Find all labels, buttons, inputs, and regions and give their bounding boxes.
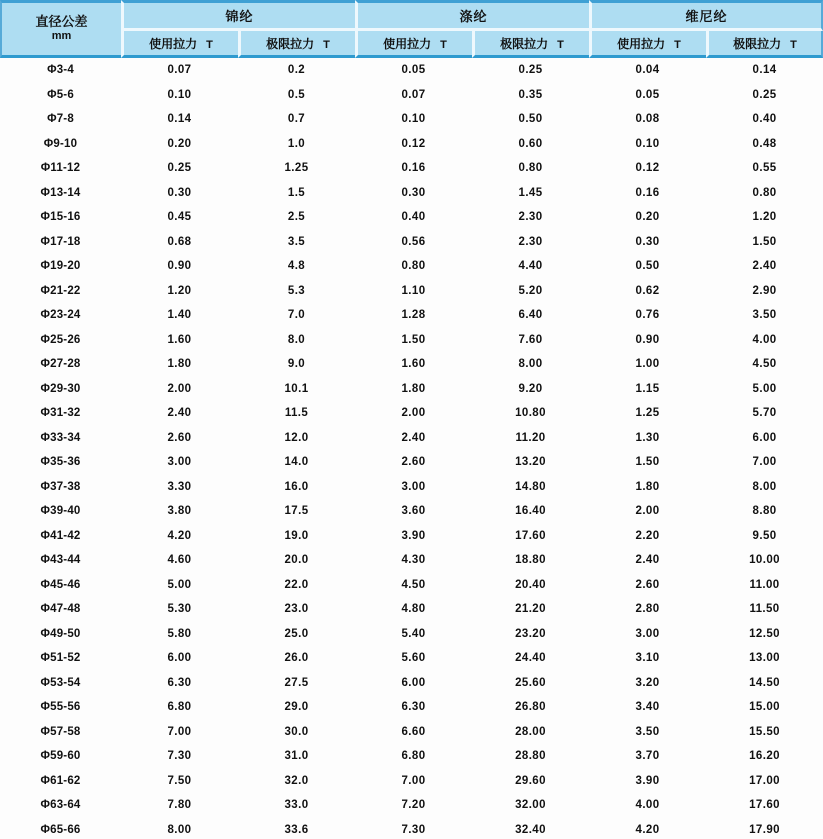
- vinylon-ultimate-cell: 5.00: [706, 377, 823, 402]
- polyester-working-cell: 2.00: [355, 401, 472, 426]
- table-row: [0, 181, 823, 206]
- vinylon-ultimate-cell: 1.50: [706, 230, 823, 255]
- polyester-ultimate-cell: 21.20: [472, 597, 589, 622]
- vinylon-working-cell: 0.10: [589, 132, 706, 157]
- vinylon-working-cell: 0.08: [589, 107, 706, 132]
- table-row: [0, 671, 823, 696]
- vinylon-ultimate-cell: 0.55: [706, 156, 823, 181]
- polyester-ultimate-cell: 6.40: [472, 303, 589, 328]
- polyester-ultimate-cell: 26.80: [472, 695, 589, 720]
- diameter-cell: Φ65-66: [0, 818, 121, 839]
- polyester-working-cell: 0.40: [355, 205, 472, 230]
- vinylon-working-cell: 2.00: [589, 499, 706, 524]
- polyester-working-cell: 0.30: [355, 181, 472, 206]
- vinylon-working-cell: 0.76: [589, 303, 706, 328]
- polyester-ultimate-cell: 29.60: [472, 769, 589, 794]
- polyester-working-cell: 3.90: [355, 524, 472, 549]
- polyester-working-cell: 1.80: [355, 377, 472, 402]
- table-row: [0, 83, 823, 108]
- vinylon-working-cell: 0.16: [589, 181, 706, 206]
- table-row: [0, 573, 823, 598]
- polyester-ultimate-cell: 14.80: [472, 475, 589, 500]
- vinylon-working-cell: 0.04: [589, 58, 706, 83]
- nylon-working-cell: 0.30: [121, 181, 238, 206]
- diameter-cell: Φ53-54: [0, 671, 121, 696]
- nylon-ultimate-cell: 12.0: [238, 426, 355, 451]
- nylon-ultimate-cell: 33.6: [238, 818, 355, 839]
- nylon-working-cell: 1.40: [121, 303, 238, 328]
- diameter-cell: Φ51-52: [0, 646, 121, 671]
- diameter-cell: Φ47-48: [0, 597, 121, 622]
- polyester-ultimate-cell: 23.20: [472, 622, 589, 647]
- polyester-working-cell: 7.20: [355, 793, 472, 818]
- nylon-working-cell: 1.60: [121, 328, 238, 353]
- nylon-ultimate-cell: 1.5: [238, 181, 355, 206]
- nylon-ultimate-cell: 10.1: [238, 377, 355, 402]
- vinylon-ultimate-cell: 0.25: [706, 83, 823, 108]
- table-row: [0, 401, 823, 426]
- nylon-ultimate-cell: 11.5: [238, 401, 355, 426]
- diameter-cell: Φ57-58: [0, 720, 121, 745]
- polyester-working-cell: 1.50: [355, 328, 472, 353]
- unit-label: T: [440, 38, 447, 51]
- nylon-working-cell: 5.80: [121, 622, 238, 647]
- nylon-working-cell: 4.20: [121, 524, 238, 549]
- polyester-ultimate-cell: 0.25: [472, 58, 589, 83]
- table-row: [0, 205, 823, 230]
- polyester-working-cell: 6.60: [355, 720, 472, 745]
- header-polyester-working-tension: [355, 31, 472, 58]
- diameter-cell: Φ9-10: [0, 132, 121, 157]
- polyester-ultimate-cell: 32.40: [472, 818, 589, 839]
- nylon-working-cell: 6.30: [121, 671, 238, 696]
- vinylon-ultimate-cell: 15.00: [706, 695, 823, 720]
- nylon-ultimate-cell: 0.2: [238, 58, 355, 83]
- nylon-working-cell: 1.20: [121, 279, 238, 304]
- diameter-cell: Φ25-26: [0, 328, 121, 353]
- diameter-cell: Φ13-14: [0, 181, 121, 206]
- diameter-cell: Φ49-50: [0, 622, 121, 647]
- polyester-ultimate-cell: 2.30: [472, 205, 589, 230]
- polyester-ultimate-cell: 17.60: [472, 524, 589, 549]
- nylon-working-cell: 3.30: [121, 475, 238, 500]
- nylon-working-cell: 7.80: [121, 793, 238, 818]
- polyester-working-cell: 1.10: [355, 279, 472, 304]
- header-group-polyester: 涤纶: [355, 0, 589, 31]
- vinylon-working-cell: 4.20: [589, 818, 706, 839]
- table-row: [0, 646, 823, 671]
- table-row: [0, 597, 823, 622]
- polyester-ultimate-cell: 0.35: [472, 83, 589, 108]
- vinylon-ultimate-cell: 0.40: [706, 107, 823, 132]
- vinylon-working-cell: 3.70: [589, 744, 706, 769]
- vinylon-ultimate-cell: 16.20: [706, 744, 823, 769]
- diameter-cell: Φ37-38: [0, 475, 121, 500]
- vinylon-working-cell: 1.00: [589, 352, 706, 377]
- vinylon-working-cell: 1.15: [589, 377, 706, 402]
- table-row: [0, 548, 823, 573]
- diameter-cell: Φ19-20: [0, 254, 121, 279]
- nylon-ultimate-cell: 5.3: [238, 279, 355, 304]
- polyester-working-cell: 4.80: [355, 597, 472, 622]
- polyester-working-cell: 1.28: [355, 303, 472, 328]
- header-nylon-ultimate-tension: [238, 31, 355, 58]
- diameter-cell: Φ5-6: [0, 83, 121, 108]
- vinylon-working-cell: 3.90: [589, 769, 706, 794]
- table-row: [0, 303, 823, 328]
- header-diameter-title: 直径公差: [35, 14, 88, 29]
- diameter-cell: Φ21-22: [0, 279, 121, 304]
- vinylon-working-cell: 3.50: [589, 720, 706, 745]
- nylon-ultimate-cell: 3.5: [238, 230, 355, 255]
- vinylon-working-cell: 3.10: [589, 646, 706, 671]
- polyester-ultimate-cell: 24.40: [472, 646, 589, 671]
- header-vinylon-ultimate-tension: [706, 31, 823, 58]
- polyester-ultimate-cell: 18.80: [472, 548, 589, 573]
- polyester-working-cell: 1.60: [355, 352, 472, 377]
- table-row: [0, 58, 823, 83]
- vinylon-ultimate-cell: 0.48: [706, 132, 823, 157]
- nylon-ultimate-cell: 30.0: [238, 720, 355, 745]
- header-diameter-unit: mm: [51, 30, 72, 43]
- table-row: [0, 107, 823, 132]
- vinylon-working-cell: 3.00: [589, 622, 706, 647]
- table-row: [0, 254, 823, 279]
- nylon-ultimate-cell: 1.25: [238, 156, 355, 181]
- diameter-cell: Φ7-8: [0, 107, 121, 132]
- polyester-ultimate-cell: 0.80: [472, 156, 589, 181]
- nylon-ultimate-cell: 31.0: [238, 744, 355, 769]
- polyester-working-cell: 3.60: [355, 499, 472, 524]
- diameter-cell: Φ23-24: [0, 303, 121, 328]
- vinylon-ultimate-cell: 11.00: [706, 573, 823, 598]
- polyester-ultimate-cell: 28.80: [472, 744, 589, 769]
- vinylon-working-cell: 0.20: [589, 205, 706, 230]
- diameter-cell: Φ45-46: [0, 573, 121, 598]
- polyester-working-cell: 0.80: [355, 254, 472, 279]
- polyester-working-cell: 6.00: [355, 671, 472, 696]
- polyester-ultimate-cell: 4.40: [472, 254, 589, 279]
- vinylon-ultimate-cell: 0.80: [706, 181, 823, 206]
- table-row: [0, 720, 823, 745]
- vinylon-working-cell: 1.30: [589, 426, 706, 451]
- polyester-working-cell: 5.60: [355, 646, 472, 671]
- nylon-working-cell: 3.80: [121, 499, 238, 524]
- nylon-working-cell: 7.00: [121, 720, 238, 745]
- polyester-working-cell: 3.00: [355, 475, 472, 500]
- polyester-working-cell: 2.40: [355, 426, 472, 451]
- diameter-cell: Φ59-60: [0, 744, 121, 769]
- polyester-working-cell: 6.30: [355, 695, 472, 720]
- table-row: [0, 132, 823, 157]
- diameter-cell: Φ11-12: [0, 156, 121, 181]
- header-polyester-ultimate-tension: [472, 31, 589, 58]
- table-row: [0, 744, 823, 769]
- vinylon-ultimate-cell: 10.00: [706, 548, 823, 573]
- table-row: [0, 426, 823, 451]
- table-row: [0, 279, 823, 304]
- table-body: [0, 58, 823, 839]
- table-row: [0, 352, 823, 377]
- polyester-ultimate-cell: 13.20: [472, 450, 589, 475]
- diameter-cell: Φ31-32: [0, 401, 121, 426]
- subheader-label: 极限拉力: [266, 36, 315, 51]
- diameter-cell: Φ41-42: [0, 524, 121, 549]
- nylon-working-cell: 0.68: [121, 230, 238, 255]
- vinylon-ultimate-cell: 17.60: [706, 793, 823, 818]
- polyester-working-cell: 0.10: [355, 107, 472, 132]
- nylon-working-cell: 0.25: [121, 156, 238, 181]
- nylon-ultimate-cell: 14.0: [238, 450, 355, 475]
- diameter-cell: Φ33-34: [0, 426, 121, 451]
- nylon-ultimate-cell: 23.0: [238, 597, 355, 622]
- nylon-working-cell: 7.50: [121, 769, 238, 794]
- polyester-ultimate-cell: 32.00: [472, 793, 589, 818]
- vinylon-working-cell: 0.90: [589, 328, 706, 353]
- vinylon-ultimate-cell: 5.70: [706, 401, 823, 426]
- nylon-working-cell: 4.60: [121, 548, 238, 573]
- vinylon-ultimate-cell: 15.50: [706, 720, 823, 745]
- table-row: [0, 156, 823, 181]
- nylon-ultimate-cell: 17.5: [238, 499, 355, 524]
- vinylon-working-cell: 0.05: [589, 83, 706, 108]
- nylon-working-cell: 0.07: [121, 58, 238, 83]
- diameter-cell: Φ17-18: [0, 230, 121, 255]
- nylon-ultimate-cell: 4.8: [238, 254, 355, 279]
- unit-label: T: [323, 38, 330, 51]
- nylon-ultimate-cell: 8.0: [238, 328, 355, 353]
- polyester-working-cell: 0.07: [355, 83, 472, 108]
- header-group-vinylon: 维尼纶: [589, 0, 823, 31]
- polyester-ultimate-cell: 5.20: [472, 279, 589, 304]
- nylon-working-cell: 2.60: [121, 426, 238, 451]
- polyester-working-cell: 4.50: [355, 573, 472, 598]
- polyester-ultimate-cell: 7.60: [472, 328, 589, 353]
- polyester-ultimate-cell: 25.60: [472, 671, 589, 696]
- diameter-cell: Φ15-16: [0, 205, 121, 230]
- vinylon-ultimate-cell: 2.40: [706, 254, 823, 279]
- vinylon-working-cell: 0.62: [589, 279, 706, 304]
- diameter-cell: Φ35-36: [0, 450, 121, 475]
- subheader-label: 使用拉力: [617, 36, 666, 51]
- vinylon-ultimate-cell: 4.00: [706, 328, 823, 353]
- vinylon-ultimate-cell: 12.50: [706, 622, 823, 647]
- nylon-ultimate-cell: 26.0: [238, 646, 355, 671]
- polyester-ultimate-cell: 8.00: [472, 352, 589, 377]
- table-row: [0, 524, 823, 549]
- table-row: [0, 793, 823, 818]
- unit-label: T: [674, 38, 681, 51]
- polyester-ultimate-cell: 16.40: [472, 499, 589, 524]
- polyester-working-cell: 6.80: [355, 744, 472, 769]
- table-row: [0, 818, 823, 839]
- subheader-label: 使用拉力: [383, 36, 432, 51]
- nylon-working-cell: 6.00: [121, 646, 238, 671]
- polyester-working-cell: 0.12: [355, 132, 472, 157]
- polyester-ultimate-cell: 20.40: [472, 573, 589, 598]
- polyester-working-cell: 7.30: [355, 818, 472, 839]
- polyester-ultimate-cell: 1.45: [472, 181, 589, 206]
- header-vinylon-working-tension: [589, 31, 706, 58]
- diameter-cell: Φ43-44: [0, 548, 121, 573]
- vinylon-ultimate-cell: 13.00: [706, 646, 823, 671]
- unit-label: T: [206, 38, 213, 51]
- nylon-ultimate-cell: 32.0: [238, 769, 355, 794]
- table-row: [0, 475, 823, 500]
- nylon-ultimate-cell: 9.0: [238, 352, 355, 377]
- vinylon-ultimate-cell: 9.50: [706, 524, 823, 549]
- nylon-working-cell: 6.80: [121, 695, 238, 720]
- table-row: [0, 622, 823, 647]
- polyester-ultimate-cell: 28.00: [472, 720, 589, 745]
- table-row: [0, 450, 823, 475]
- vinylon-working-cell: 2.20: [589, 524, 706, 549]
- vinylon-ultimate-cell: 3.50: [706, 303, 823, 328]
- vinylon-working-cell: 1.80: [589, 475, 706, 500]
- vinylon-working-cell: 2.40: [589, 548, 706, 573]
- nylon-working-cell: 8.00: [121, 818, 238, 839]
- nylon-working-cell: 0.20: [121, 132, 238, 157]
- diameter-cell: Φ39-40: [0, 499, 121, 524]
- vinylon-ultimate-cell: 11.50: [706, 597, 823, 622]
- vinylon-ultimate-cell: 14.50: [706, 671, 823, 696]
- nylon-ultimate-cell: 25.0: [238, 622, 355, 647]
- table-row: [0, 328, 823, 353]
- table-header: [0, 0, 823, 58]
- polyester-working-cell: 2.60: [355, 450, 472, 475]
- nylon-ultimate-cell: 20.0: [238, 548, 355, 573]
- table-row: [0, 769, 823, 794]
- vinylon-ultimate-cell: 6.00: [706, 426, 823, 451]
- nylon-ultimate-cell: 7.0: [238, 303, 355, 328]
- nylon-working-cell: 7.30: [121, 744, 238, 769]
- nylon-working-cell: 2.00: [121, 377, 238, 402]
- diameter-cell: Φ29-30: [0, 377, 121, 402]
- table-row: [0, 377, 823, 402]
- nylon-working-cell: 0.10: [121, 83, 238, 108]
- unit-label: T: [557, 38, 564, 51]
- nylon-working-cell: 0.45: [121, 205, 238, 230]
- vinylon-ultimate-cell: 7.00: [706, 450, 823, 475]
- nylon-ultimate-cell: 0.7: [238, 107, 355, 132]
- polyester-working-cell: 0.05: [355, 58, 472, 83]
- nylon-working-cell: 5.30: [121, 597, 238, 622]
- vinylon-ultimate-cell: 17.90: [706, 818, 823, 839]
- vinylon-ultimate-cell: 0.14: [706, 58, 823, 83]
- vinylon-working-cell: 3.20: [589, 671, 706, 696]
- vinylon-working-cell: 0.50: [589, 254, 706, 279]
- nylon-ultimate-cell: 22.0: [238, 573, 355, 598]
- vinylon-working-cell: 0.30: [589, 230, 706, 255]
- polyester-working-cell: 7.00: [355, 769, 472, 794]
- polyester-ultimate-cell: 11.20: [472, 426, 589, 451]
- polyester-working-cell: 5.40: [355, 622, 472, 647]
- polyester-working-cell: 0.56: [355, 230, 472, 255]
- polyester-ultimate-cell: 0.60: [472, 132, 589, 157]
- header-nylon-working-tension: [121, 31, 238, 58]
- nylon-ultimate-cell: 2.5: [238, 205, 355, 230]
- nylon-working-cell: 5.00: [121, 573, 238, 598]
- diameter-cell: Φ61-62: [0, 769, 121, 794]
- nylon-working-cell: 1.80: [121, 352, 238, 377]
- diameter-cell: Φ3-4: [0, 58, 121, 83]
- diameter-cell: Φ55-56: [0, 695, 121, 720]
- vinylon-working-cell: 4.00: [589, 793, 706, 818]
- polyester-ultimate-cell: 10.80: [472, 401, 589, 426]
- diameter-cell: Φ27-28: [0, 352, 121, 377]
- subheader-label: 使用拉力: [149, 36, 198, 51]
- table-row: [0, 695, 823, 720]
- unit-label: T: [790, 38, 797, 51]
- nylon-working-cell: 3.00: [121, 450, 238, 475]
- subheader-label: 极限拉力: [500, 36, 549, 51]
- nylon-working-cell: 0.90: [121, 254, 238, 279]
- vinylon-working-cell: 1.50: [589, 450, 706, 475]
- nylon-ultimate-cell: 27.5: [238, 671, 355, 696]
- polyester-working-cell: 4.30: [355, 548, 472, 573]
- nylon-ultimate-cell: 33.0: [238, 793, 355, 818]
- nylon-ultimate-cell: 16.0: [238, 475, 355, 500]
- polyester-ultimate-cell: 9.20: [472, 377, 589, 402]
- nylon-ultimate-cell: 1.0: [238, 132, 355, 157]
- header-group-nylon: 锦纶: [121, 0, 355, 31]
- header-diameter-tolerance: [0, 0, 121, 58]
- subheader-label: 极限拉力: [733, 36, 782, 51]
- vinylon-ultimate-cell: 8.80: [706, 499, 823, 524]
- vinylon-ultimate-cell: 1.20: [706, 205, 823, 230]
- nylon-working-cell: 0.14: [121, 107, 238, 132]
- vinylon-ultimate-cell: 8.00: [706, 475, 823, 500]
- polyester-ultimate-cell: 0.50: [472, 107, 589, 132]
- vinylon-ultimate-cell: 4.50: [706, 352, 823, 377]
- table-row: [0, 499, 823, 524]
- nylon-working-cell: 2.40: [121, 401, 238, 426]
- diameter-cell: Φ63-64: [0, 793, 121, 818]
- nylon-ultimate-cell: 19.0: [238, 524, 355, 549]
- polyester-ultimate-cell: 2.30: [472, 230, 589, 255]
- vinylon-working-cell: 0.12: [589, 156, 706, 181]
- vinylon-working-cell: 2.80: [589, 597, 706, 622]
- nylon-ultimate-cell: 29.0: [238, 695, 355, 720]
- vinylon-ultimate-cell: 2.90: [706, 279, 823, 304]
- vinylon-working-cell: 1.25: [589, 401, 706, 426]
- polyester-working-cell: 0.16: [355, 156, 472, 181]
- vinylon-working-cell: 2.60: [589, 573, 706, 598]
- vinylon-working-cell: 3.40: [589, 695, 706, 720]
- table-row: [0, 230, 823, 255]
- nylon-ultimate-cell: 0.5: [238, 83, 355, 108]
- vinylon-ultimate-cell: 17.00: [706, 769, 823, 794]
